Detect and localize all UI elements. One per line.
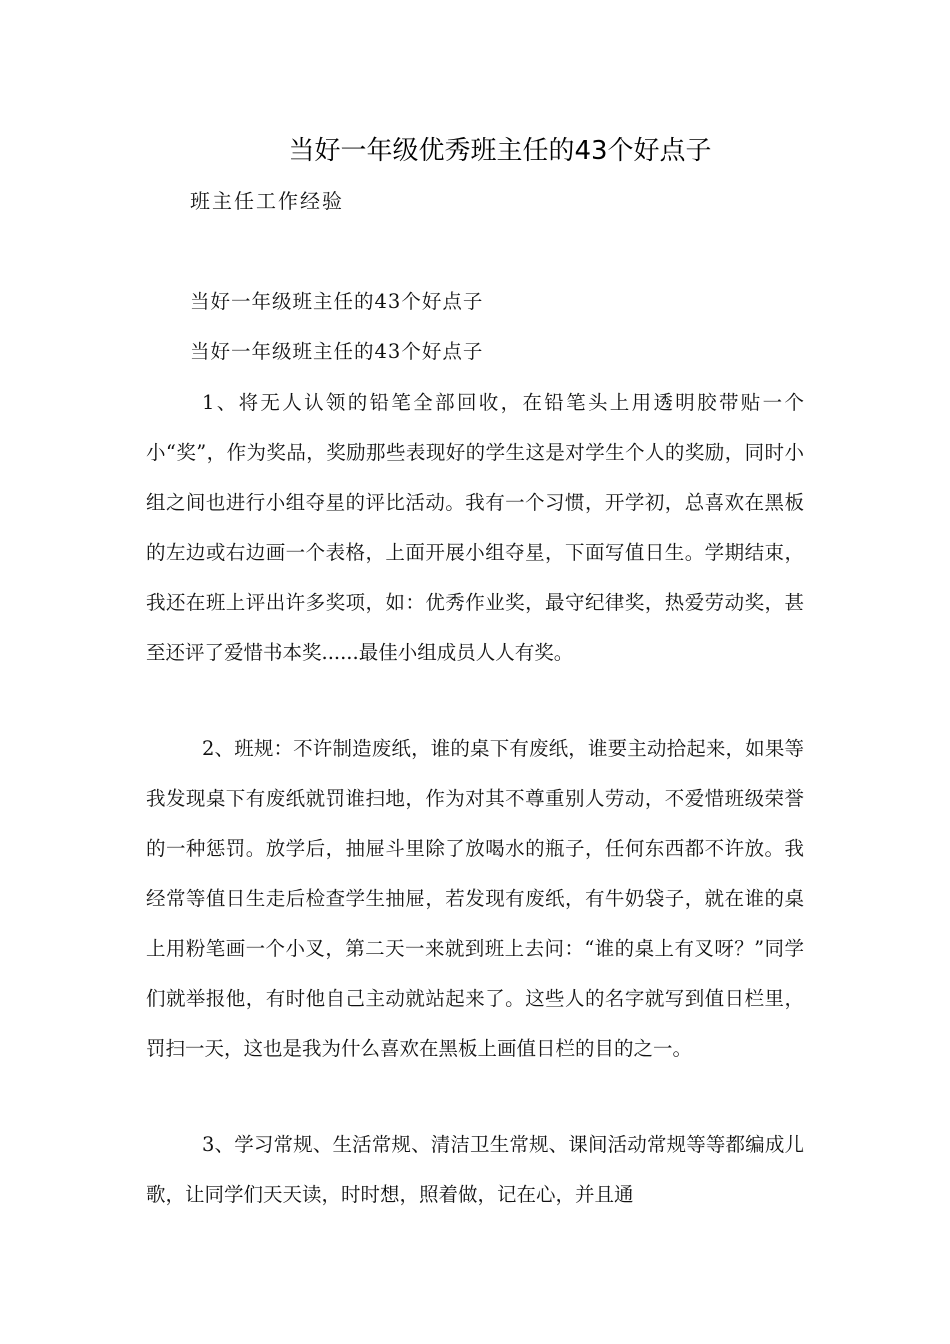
document-subtitle: 班主任工作经验 (190, 189, 344, 213)
paragraph-1 (146, 378, 804, 678)
section-heading-repeat: 当好一年级班主任的43个好点子 (190, 340, 484, 363)
paragraph-2-text: 2、班规：不许制造废纸，谁的桌下有废纸，谁要主动拾起来，如果等我发现桌下有废纸就罚谁扫地，作为对其不尊重别人劳动，不爱惜班级荣誉的一种惩罚。放学后，抽屉斗里除了放喝水的瓶子，任何东西都不许放。我经常等值日生走后检查学生抽屉，若发现有废纸，有牛奶袋子，就在谁的桌上用粉笔画一个小叉，第二天一来就到班上去问：“谁的桌上有叉呀？”同学们就举报他，有时他自己主动就站起来了。这些人的名字就写到值日栏里，罚扫一天，这也是我为什么喜欢在黑板上画值日栏的目的之一。 (146, 737, 804, 1060)
paragraph-1-text: 1、将无人认领的铅笔全部回收，在铅笔头上用透明胶带贴一个小“奖”，作为奖品，奖励那些表现好的学生这是对学生个人的奖励，同时小组之间也进行小组夺星的评比活动。我有一个习惯，开学初，总喜欢在黑板的左边或右边画一个表格，上面开展小组夺星，下面写值日生。学期结束，我还在班上评出许多奖项，如：优秀作业奖，最守纪律奖，热爱劳动奖，甚至还评了爱惜书本奖......最佳小组成员人人有奖。 (146, 391, 804, 664)
document-title: 当好一年级优秀班主任的43个好点子 (288, 136, 712, 166)
section-heading: 当好一年级班主任的43个好点子 (190, 290, 484, 313)
paragraph-2 (146, 724, 804, 1074)
paragraph-3 (146, 1120, 804, 1220)
paragraph-3-text: 3、学习常规、生活常规、清洁卫生常规、课间活动常规等等都编成儿歌，让同学们天天读，时时想，照着做，记在心，并且通 (146, 1133, 804, 1206)
